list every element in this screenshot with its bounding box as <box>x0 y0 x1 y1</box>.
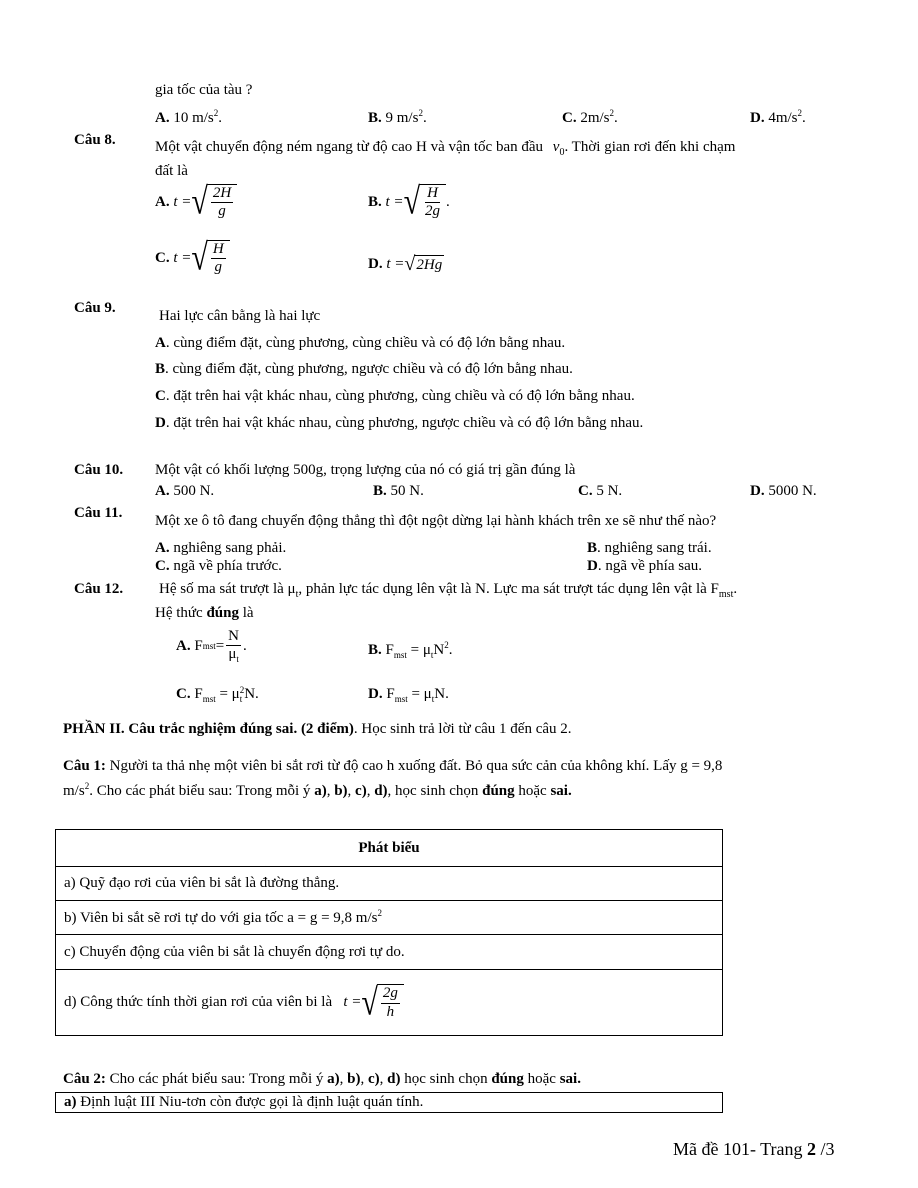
q12-stem-2: Hệ thức đúng là <box>155 605 254 621</box>
q12-option-c: C. $F_{mst} = \mu$ 2 t N. <box>176 684 259 704</box>
statements-table-1 <box>55 829 723 1036</box>
q12-label: Câu 12. <box>74 581 124 597</box>
q7-option-a: A. 10 $m/s^2$. <box>155 108 223 126</box>
q10-option-a: A. 500 N. <box>155 483 215 499</box>
q7-tail: gia tốc của tàu ? <box>155 82 253 98</box>
q9-option-a: A. cùng điểm đặt, cùng phương, cùng chiều và có độ lớn bằng nhau. <box>155 335 566 351</box>
sqrt-symbol: √ 2Hg <box>404 253 443 275</box>
statements-table-2 <box>55 1092 723 1113</box>
table-row: a) Định luật III Niu-tơn còn được gọi là định luật quán tính. <box>56 1093 723 1113</box>
q12-stem: Hệ số ma sát trượt là $\mu_t$, phản lực tác dụng lên vật là N. Lực ma sát trượt tác dụng lên vật là $F_{mst}$. <box>159 581 738 600</box>
q8-option-a: A. t = √ $\frac{2H}{g}$ <box>155 184 237 221</box>
q11-option-d: D. ngã về phía sau. <box>587 558 702 574</box>
q8-option-d: D. t = √ 2Hg <box>368 253 443 275</box>
q9-stem: Hai lực cân bằng là hai lực <box>159 308 321 324</box>
part2-heading: PHẦN II. Câu trắc nghiệm đúng sai. (2 điểm). Học sinh trả lời từ câu 1 đến câu 2. <box>63 721 572 737</box>
q12-option-d: D. $F_{mst} = \mu_tN$. <box>368 686 449 704</box>
p2-question-2: Câu 2: Cho các phát biểu sau: Trong mỗi ý a), b), c), d) học sinh chọn đúng hoặc sai. <box>63 1071 581 1087</box>
q12-option-b: B. $F_{mst} = \mu_tN^2$. <box>368 640 453 660</box>
q12-option-a: A. F mst = $\frac{N}{\mu_t}$ . <box>176 628 247 665</box>
table-row: b) Viên bi sắt sẽ rơi tự do với gia tốc a = g = 9,8 $m/s^2$ <box>56 901 723 935</box>
p2-question-1: Câu 1: Người ta thả nhẹ một viên bi sắt rơi từ độ cao h xuống đất. Bỏ qua sức cản của không khí. Lấy g = 9,8 <box>63 758 723 774</box>
q9-option-d: D. đặt trên hai vật khác nhau, cùng phương, ngược chiều và có độ lớn bằng nhau. <box>155 415 644 431</box>
q8-option-b: B. t = √ $\frac{H}{2g}$ . <box>368 181 450 223</box>
q11-option-a: A. nghiêng sang phải. <box>155 540 287 556</box>
page-footer: Mã đề 101- Trang 2 /3 <box>673 1139 835 1159</box>
q8-label: Câu 8. <box>74 132 116 148</box>
sqrt-symbol: √ $\frac{2g}{h}$ <box>361 984 403 1021</box>
q10-label: Câu 10. <box>74 462 124 478</box>
q10-stem: Một vật có khối lượng 500g, trọng lượng của nó có giá trị gần đúng là <box>155 462 576 478</box>
q8-stem-2: đất là <box>155 163 188 179</box>
q7-option-c: C. $2m/s^2$. <box>562 108 618 126</box>
p2-question-1-line2: $m/s^2$. Cho các phát biểu sau: Trong mỗi ý a), b), c), d), học sinh chọn đúng hoặc sai. <box>63 781 572 799</box>
q9-option-b: B. cùng điểm đặt, cùng phương, ngược chiều và có độ lớn bằng nhau. <box>155 361 573 377</box>
q11-option-c: C. ngã về phía trước. <box>155 558 282 574</box>
q10-option-c: C. 5 N. <box>578 483 623 499</box>
q8-option-c: C. t = √ $\frac{H}{g}$ <box>155 240 230 277</box>
q9-option-c: C. đặt trên hai vật khác nhau, cùng phương, cùng chiều và có độ lớn bằng nhau. <box>155 388 635 404</box>
q10-option-b: B. 50 N. <box>373 483 424 499</box>
sqrt-symbol: √ $\frac{H}{g}$ <box>191 240 229 277</box>
q11-option-b: B. nghiêng sang trái. <box>587 540 712 556</box>
table-header: Phát biểu <box>56 830 723 867</box>
sqrt-symbol: √ $\frac{2H}{g}$ <box>191 184 237 221</box>
q8-stem: Một vật chuyển động ném ngang từ độ cao H và vận tốc ban đầu $v_0$. Thời gian rơi đến khi chạm <box>155 139 736 158</box>
q10-option-d: D. 5000 N. <box>750 483 817 499</box>
q7-option-d: D. $4m/s^2$. <box>750 108 806 126</box>
table-row: d) Công thức tính thời gian rơi của viên bi là t = √ $\frac{2g}{h}$ <box>56 970 723 1036</box>
q9-label: Câu 9. <box>74 300 116 316</box>
q11-stem: Một xe ô tô đang chuyển động thẳng thì đột ngột dừng lại hành khách trên xe sẽ như thế nào? <box>155 513 717 529</box>
table-row: a) Quỹ đạo rơi của viên bi sắt là đường thẳng. <box>56 867 723 901</box>
q7-option-b: B. 9 $m/s^2$. <box>368 108 427 126</box>
sqrt-symbol: √ $\frac{H}{2g}$ <box>404 184 446 221</box>
q11-label: Câu 11. <box>74 505 123 521</box>
table-row: c) Chuyển động của viên bi sắt là chuyển động rơi tự do. <box>56 935 723 970</box>
